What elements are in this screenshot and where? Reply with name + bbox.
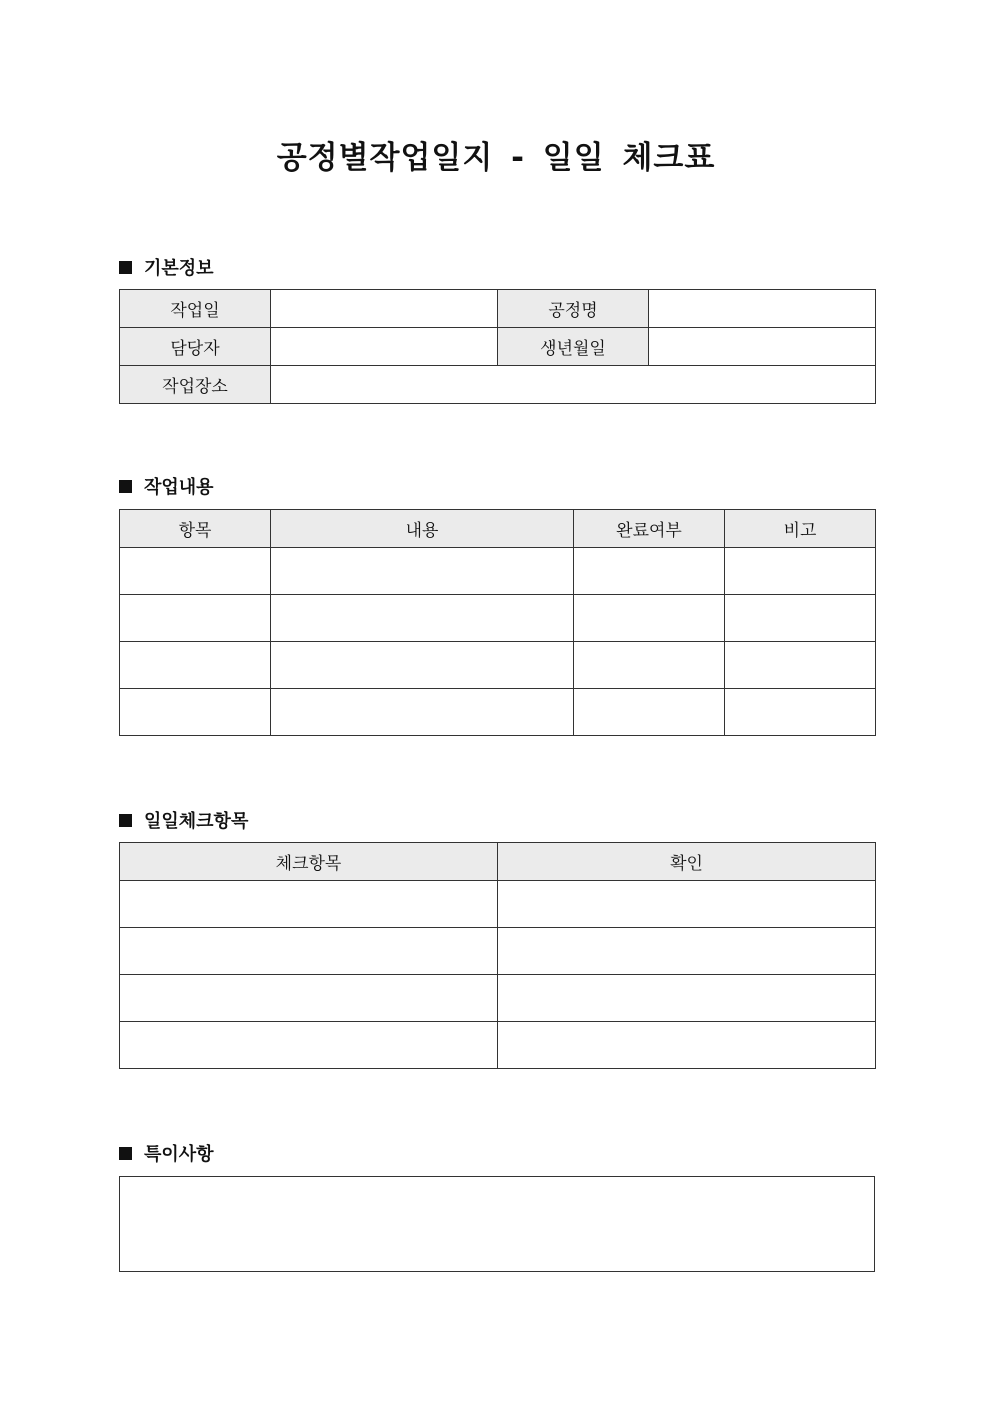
birth-date-field[interactable] [649, 328, 876, 366]
table-cell[interactable] [725, 689, 876, 736]
process-name-field[interactable] [649, 290, 876, 328]
daily-check-table [119, 842, 876, 1069]
table-cell[interactable] [120, 595, 271, 642]
table-cell[interactable] [271, 642, 574, 689]
label-work-date: 작업일 [120, 290, 271, 328]
table-row [120, 366, 876, 404]
square-bullet-icon [119, 1147, 132, 1160]
manager-field[interactable] [271, 328, 498, 366]
label-work-place: 작업장소 [120, 366, 271, 404]
table-row [120, 642, 876, 689]
table-cell[interactable] [574, 689, 725, 736]
table-cell[interactable] [120, 548, 271, 595]
section-heading-label: 특이사항 [144, 1144, 214, 1165]
table-cell[interactable] [120, 1022, 498, 1069]
section-heading-work-content [119, 473, 214, 499]
table-cell[interactable] [271, 595, 574, 642]
table-cell[interactable] [498, 975, 876, 1022]
table-row [120, 689, 876, 736]
table-row [120, 1022, 876, 1069]
table-cell[interactable] [271, 548, 574, 595]
work-content-table [119, 509, 876, 736]
table-cell[interactable] [120, 689, 271, 736]
table-cell[interactable] [120, 928, 498, 975]
table-cell[interactable] [574, 548, 725, 595]
section-heading-notes [119, 1140, 214, 1166]
table-cell[interactable] [725, 595, 876, 642]
column-header: 체크항목 [120, 843, 498, 881]
table-row [120, 328, 876, 366]
table-cell[interactable] [725, 642, 876, 689]
column-header: 내용 [271, 510, 574, 548]
page-title: 공정별작업일지 - 일일 체크표 [276, 140, 716, 176]
basic-info-table [119, 289, 876, 404]
table-header-row [120, 510, 876, 548]
table-cell[interactable] [574, 595, 725, 642]
section-heading-basic-info [119, 254, 214, 280]
table-cell[interactable] [271, 689, 574, 736]
square-bullet-icon [119, 814, 132, 827]
table-row [120, 548, 876, 595]
table-cell[interactable] [120, 975, 498, 1022]
table-cell[interactable] [498, 928, 876, 975]
table-cell[interactable] [120, 881, 498, 928]
label-birth-date: 생년월일 [498, 328, 649, 366]
table-cell[interactable] [574, 642, 725, 689]
table-cell[interactable] [725, 548, 876, 595]
section-heading-label: 작업내용 [144, 477, 214, 498]
work-place-field[interactable] [271, 366, 876, 404]
work-date-field[interactable] [271, 290, 498, 328]
table-header-row [120, 843, 876, 881]
table-cell[interactable] [498, 881, 876, 928]
column-header: 비고 [725, 510, 876, 548]
column-header: 항목 [120, 510, 271, 548]
table-row [120, 881, 876, 928]
table-cell[interactable] [120, 642, 271, 689]
label-manager: 담당자 [120, 328, 271, 366]
section-heading-daily-check [119, 807, 248, 833]
table-row [120, 928, 876, 975]
column-header: 완료여부 [574, 510, 725, 548]
label-process-name: 공정명 [498, 290, 649, 328]
section-heading-label: 기본정보 [144, 258, 214, 279]
column-header: 확인 [498, 843, 876, 881]
notes-field[interactable] [119, 1176, 875, 1272]
table-row [120, 595, 876, 642]
table-cell[interactable] [498, 1022, 876, 1069]
table-row [120, 975, 876, 1022]
square-bullet-icon [119, 261, 132, 274]
section-heading-label: 일일체크항목 [144, 811, 249, 832]
square-bullet-icon [119, 480, 132, 493]
table-row [120, 290, 876, 328]
